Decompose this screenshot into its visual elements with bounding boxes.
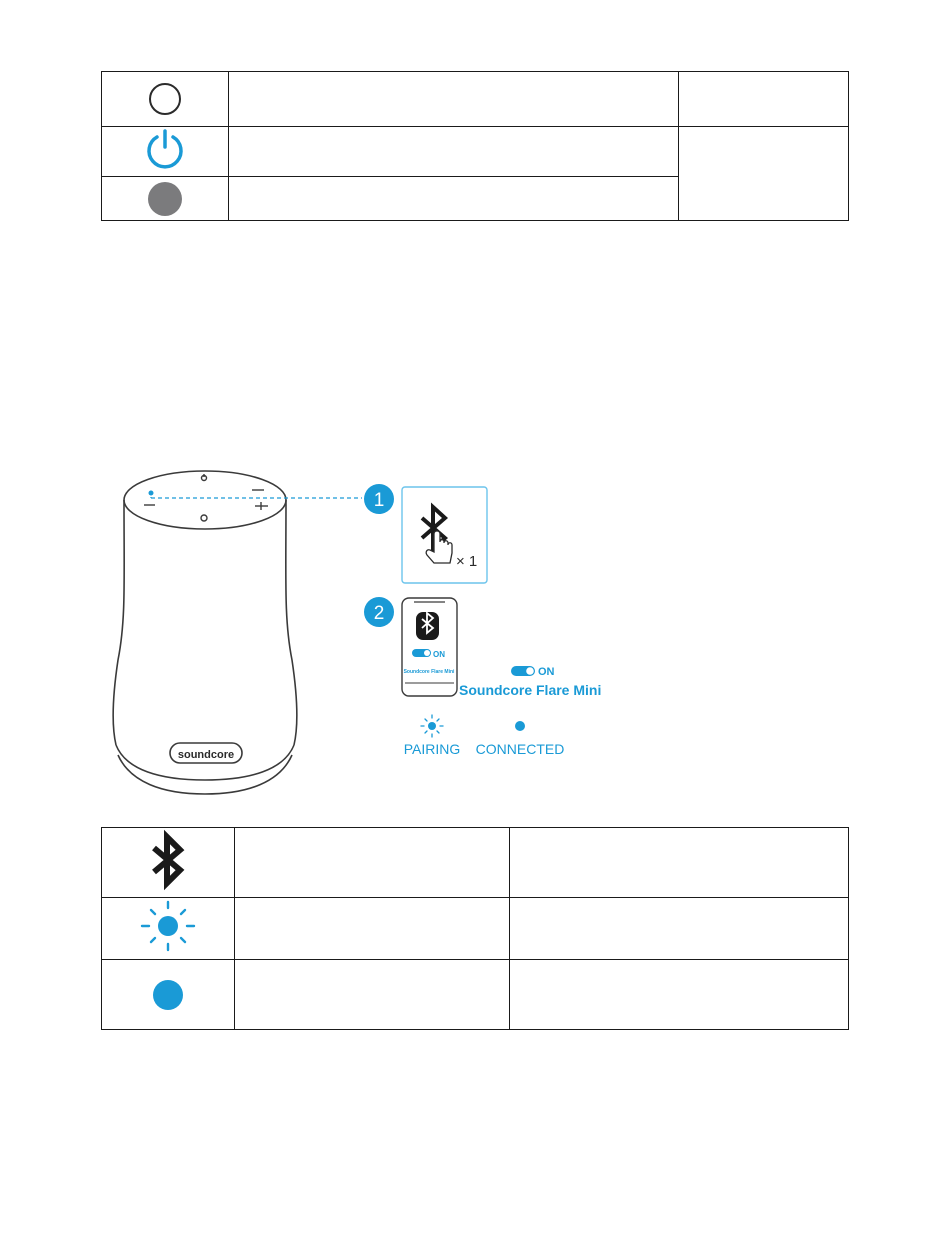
icon-cell [102, 828, 235, 898]
bluetooth-icon [148, 828, 188, 892]
blinking-blue-led-icon [136, 898, 200, 954]
ring-outline-icon [149, 83, 181, 115]
icon-cell [102, 898, 235, 960]
table-row [102, 898, 849, 960]
table-row [102, 960, 849, 1030]
description-cell [228, 127, 679, 177]
device-name: Soundcore Flare Mini [459, 682, 602, 698]
toggle-label: ON [538, 666, 555, 678]
icon-cell [102, 960, 235, 1030]
step-1-number: 1 [373, 490, 385, 511]
pairing-led-icon [421, 715, 443, 737]
description-cell [234, 898, 509, 960]
description-cell [228, 72, 679, 127]
icon-cell [102, 72, 229, 127]
press-count: × 1 [456, 553, 478, 570]
power-indicator-table [101, 71, 849, 221]
table-row [102, 127, 849, 177]
description-cell [234, 828, 509, 898]
status-cell [509, 898, 848, 960]
speaker-illustration [113, 471, 297, 794]
description-cell [228, 177, 679, 221]
pairing-illustration [100, 460, 660, 805]
hand-press-icon [426, 531, 452, 563]
step-2-number: 2 [373, 603, 385, 624]
brand-logo: soundcore [177, 749, 235, 761]
grey-dot-icon [148, 182, 182, 216]
status-cell [679, 127, 849, 221]
bluetooth-indicator-table [101, 827, 849, 1030]
pairing-label: PAIRING [403, 741, 461, 757]
phone-toggle-label: ON [433, 650, 445, 659]
status-cell [679, 72, 849, 127]
status-cell [509, 960, 848, 1030]
solid-blue-led-icon [153, 980, 183, 1010]
connected-led-icon [515, 721, 525, 731]
connected-label: CONNECTED [475, 741, 565, 757]
icon-cell [102, 177, 229, 221]
power-icon [143, 127, 187, 171]
description-cell [234, 960, 509, 1030]
icon-cell [102, 127, 229, 177]
phone-device-name: Soundcore Flare Mini [403, 669, 455, 675]
table-row [102, 828, 849, 898]
status-cell [509, 828, 848, 898]
table-row [102, 72, 849, 127]
